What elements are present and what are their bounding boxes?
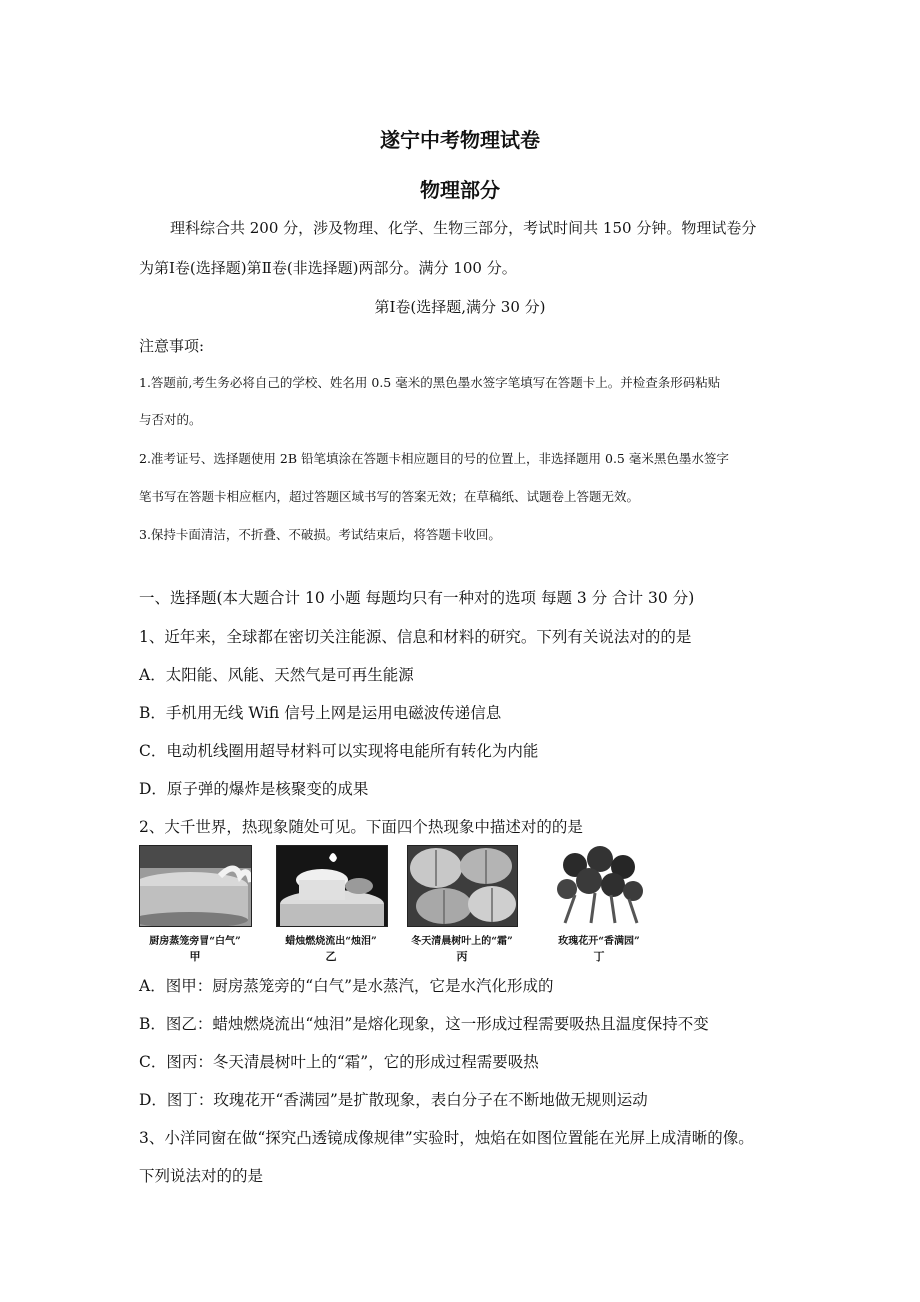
intro-line-1: 理科综合共 200 分，涉及物理、化学、生物三部分，考试时间共 150 分钟。物理试卷分 — [170, 219, 757, 237]
note-1-line-2: 与否对的。 — [139, 412, 202, 427]
image-caption-jia: 厨房蒸笼旁冒“白气” — [149, 936, 241, 947]
q2-option-b: B．图乙：蜡烛燃烧流出“烛泪”是熔化现象，这一形成过程需要吸热且温度保持不变 — [139, 1015, 709, 1033]
image-caption-ding: 玫瑰花开“香满园” — [558, 936, 640, 947]
steamer-drawing — [140, 846, 251, 926]
page-subtitle: 物理部分 — [420, 178, 500, 202]
q3-stem-line-2: 下列说法对的的是 — [139, 1167, 264, 1185]
note-2-line-1: 2.准考证号、选择题使用 2B 铅笔填涂在答题卡相应题目的号的位置上，非选择题用 0.5 毫米黑色墨水签字 — [139, 451, 729, 466]
q1-stem: 1、近年来，全球都在密切关注能源、信息和材料的研究。下列有关说法对的的是 — [139, 628, 692, 646]
section-heading: 第Ⅰ卷(选择题,满分 30 分) — [374, 298, 546, 316]
image-caption-bing: 冬天清晨树叶上的“霜” — [411, 936, 513, 947]
steamer-photo — [139, 845, 252, 927]
q1-option-a: A．太阳能、风能、天然气是可再生能源 — [139, 666, 414, 684]
notes-heading: 注意事项: — [139, 337, 205, 355]
part-one-heading: 一、选择题(本大题合计 10 小题 每题均只有一种对的选项 每题 3 分 合计 30 分) — [139, 589, 695, 607]
candle-drawing — [277, 846, 387, 926]
frost-leaf-photo — [407, 845, 518, 927]
q3-stem-line-1: 3、小洋同窗在做“探究凸透镜成像规律”实验时，烛焰在如图位置能在光屏上成清晰的像。 — [139, 1129, 754, 1147]
q2-option-c: C．图丙：冬天清晨树叶上的“霜”，它的形成过程需要吸热 — [139, 1053, 539, 1071]
q1-option-d: D．原子弹的爆炸是核聚变的成果 — [139, 780, 369, 798]
q2-option-a: A．图甲：厨房蒸笼旁的“白气”是水蒸汽，它是水汽化形成的 — [139, 977, 554, 995]
q1-option-c: C．电动机线圈用超导材料可以实现将电能所有转化为内能 — [139, 742, 539, 760]
image-label-bing: 丙 — [456, 950, 468, 963]
q2-stem: 2、大千世界，热现象随处可见。下面四个热现象中描述对的的是 — [139, 818, 583, 836]
intro-line-2: 为第Ⅰ卷(选择题)第Ⅱ卷(非选择题)两部分。满分 100 分。 — [139, 259, 517, 277]
frost-leaf-drawing — [408, 846, 517, 926]
note-1-line-1: 1.答题前,考生务必将自己的学校、姓名用 0.5 毫米的黑色墨水签字笔填写在答题卡上。并检查条形码粘贴 — [139, 375, 721, 390]
image-label-ding: 丁 — [593, 950, 605, 963]
image-caption-yi: 蜡烛燃烧流出“烛泪” — [285, 936, 377, 947]
page-title: 遂宁中考物理试卷 — [380, 128, 540, 152]
note-3: 3.保持卡面清洁，不折叠、不破损。考试结束后，将答题卡收回。 — [139, 527, 501, 542]
image-label-yi: 乙 — [325, 950, 337, 963]
rose-drawing — [545, 845, 653, 925]
q1-option-b: B．手机用无线 Wifi 信号上网是运用电磁波传递信息 — [139, 704, 502, 722]
rose-photo — [545, 845, 653, 925]
candle-photo — [276, 845, 388, 927]
q2-option-d: D．图丁：玫瑰花开“香满园”是扩散现象，表白分子在不断地做无规则运动 — [139, 1091, 648, 1109]
image-label-jia: 甲 — [189, 950, 201, 963]
note-2-line-2: 笔书写在答题卡相应框内，超过答题区域书写的答案无效；在草稿纸、试题卷上答题无效。 — [139, 489, 640, 504]
